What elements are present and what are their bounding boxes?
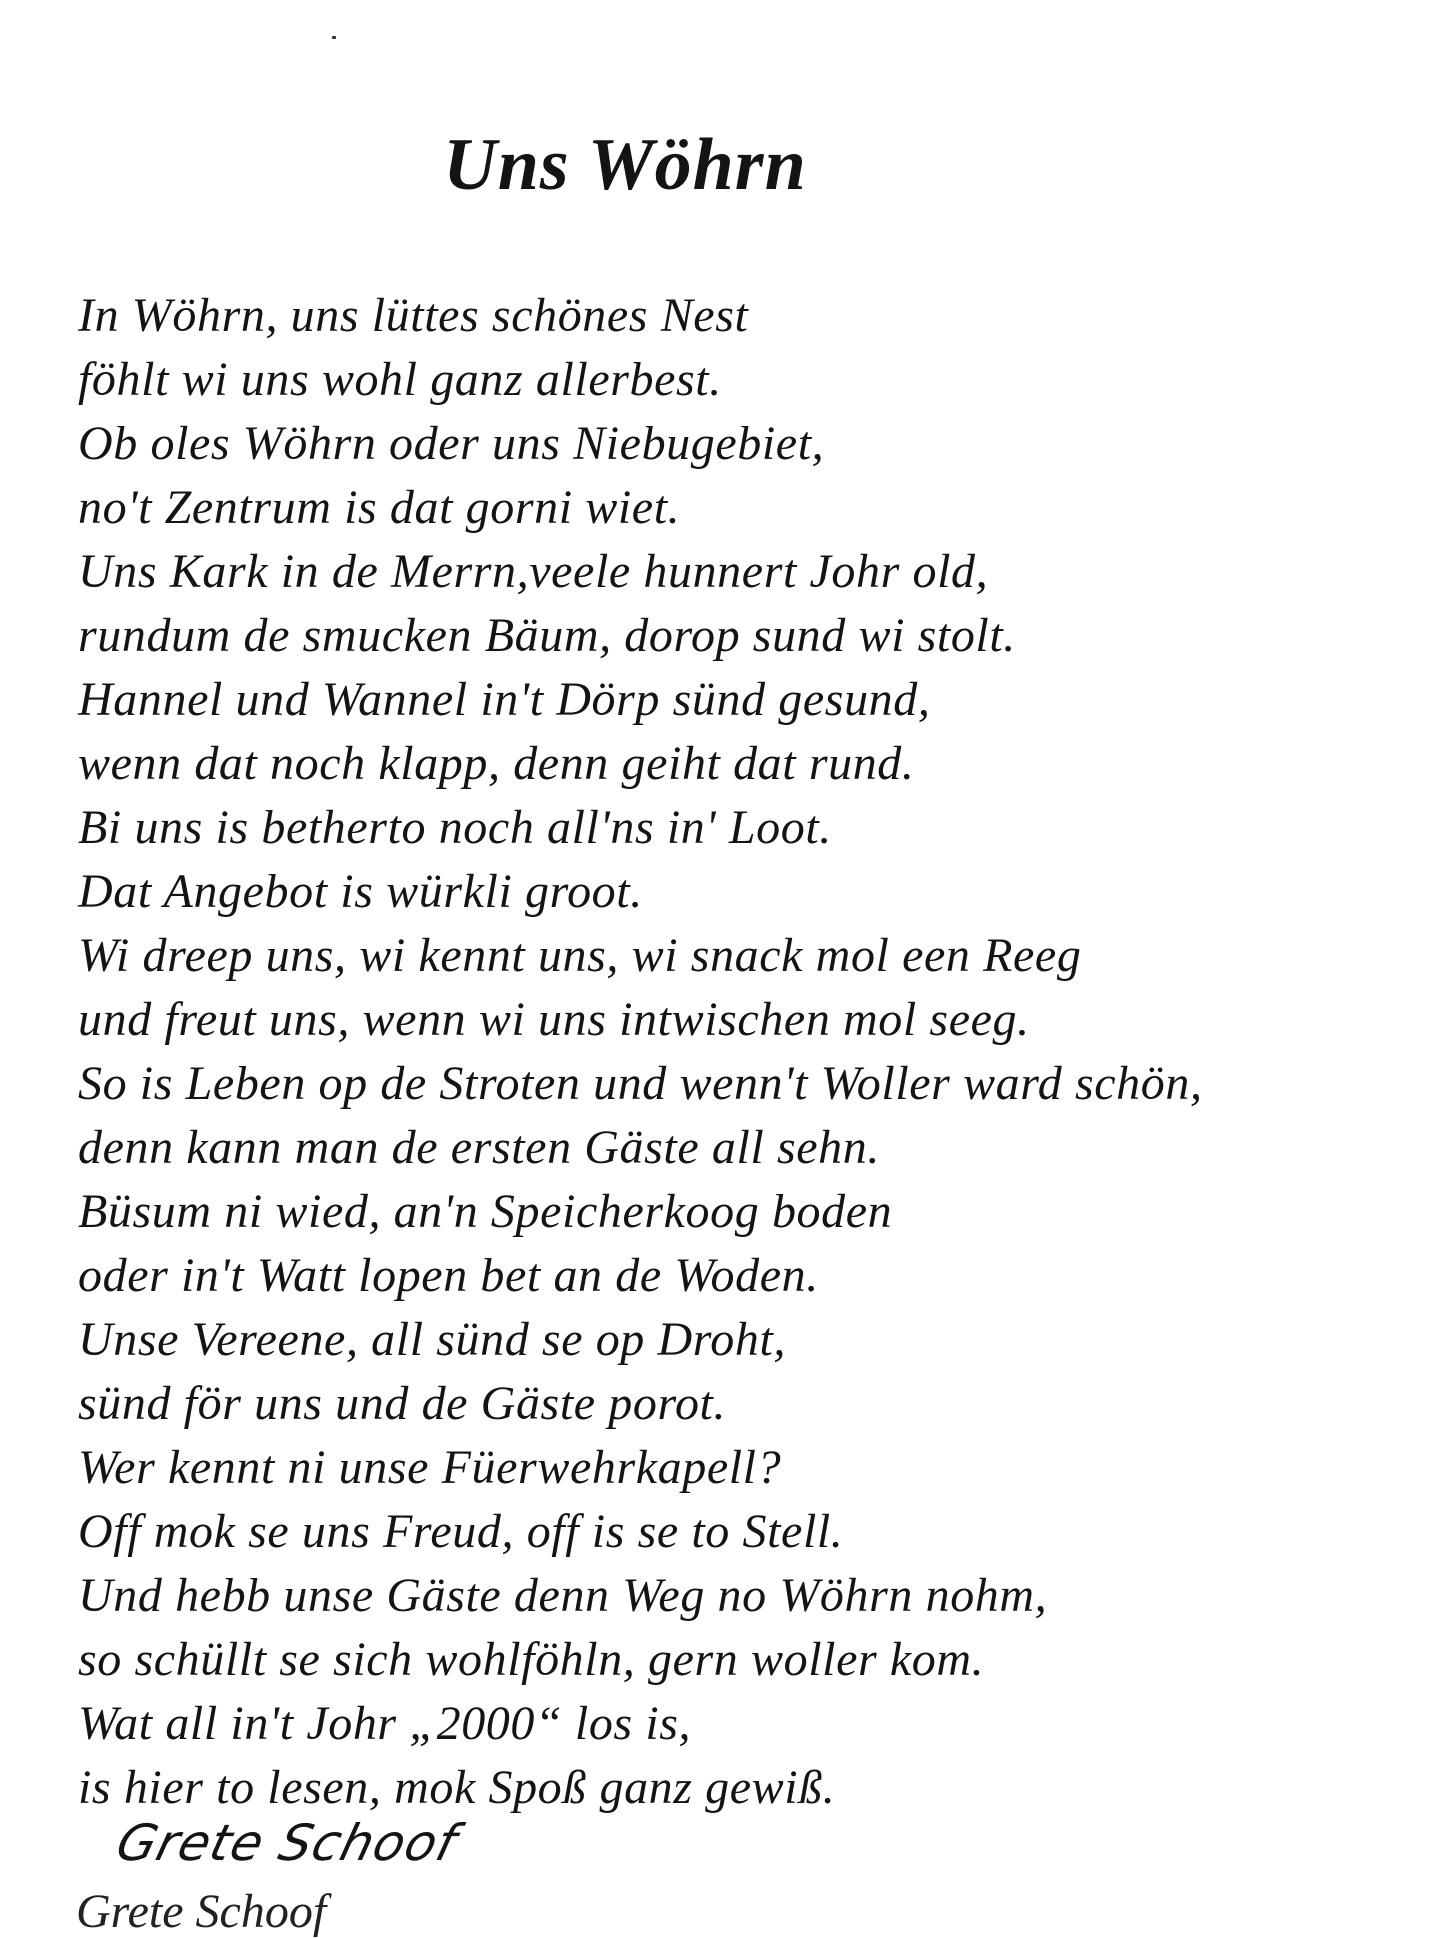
poem-line: is hier to lesen, mok Spoß ganz gewiß. <box>78 1761 836 1814</box>
poem-line: Ob oles Wöhrn oder uns Niebugebiet, <box>78 417 825 470</box>
poem-line: oder in't Watt lopen bet an de Woden. <box>78 1249 819 1302</box>
poem-line: In Wöhrn, uns lüttes schönes Nest <box>78 289 749 342</box>
poem-line: Off mok se uns Freud, off is se to Stell. <box>78 1505 844 1558</box>
poem-line: Uns Kark in de Merrn,veele hunnert Johr old, <box>78 545 989 598</box>
poem-line: föhlt wi uns wohl ganz allerbest. <box>78 353 722 406</box>
poem-line: Hannel und Wannel in't Dörp sünd gesund, <box>78 673 931 726</box>
poem-line: Wer kennt ni unse Füerwehrkapell? <box>78 1441 782 1494</box>
poem-line: so schüllt se sich wohlföhln, gern woller kom. <box>78 1633 985 1686</box>
author-signature: Grete Schoof <box>110 1814 464 1872</box>
poem-line: Und hebb unse Gäste denn Weg no Wöhrn nohm, <box>78 1569 1048 1622</box>
poem-line: So is Leben op de Stroten und wenn't Woller ward schön, <box>78 1057 1203 1110</box>
poem-line: rundum de smucken Bäum, dorop sund wi stolt. <box>78 609 1016 662</box>
poem-line: denn kann man de ersten Gäste all sehn. <box>78 1121 880 1174</box>
poem-line: Unse Vereene, all sünd se op Droht, <box>78 1313 786 1366</box>
poem-line: wenn dat noch klapp, denn geiht dat rund. <box>78 737 915 790</box>
poem-body <box>78 284 1203 1820</box>
poem-line: Bi uns is betherto noch all'ns in' Loot. <box>78 801 832 854</box>
poem-title: Uns Wöhrn <box>443 124 807 206</box>
poem-line: Wi dreep uns, wi kennt uns, wi snack mol een Reeg <box>78 929 1082 982</box>
poem-line: Wat all in't Johr „2000“ los is, <box>78 1697 692 1750</box>
poem-line: no't Zentrum is dat gorni wiet. <box>78 481 681 534</box>
poem-line: und freut uns, wenn wi uns intwischen mol seeg. <box>78 993 1030 1046</box>
poem-line: Dat Angebot is würkli groot. <box>78 865 643 918</box>
scan-speck <box>332 36 336 39</box>
author-name: Grete Schoof <box>76 1885 327 1938</box>
poem-line: Büsum ni wied, an'n Speicherkoog boden <box>78 1185 893 1238</box>
poem-line: sünd för uns und de Gäste porot. <box>78 1377 727 1430</box>
